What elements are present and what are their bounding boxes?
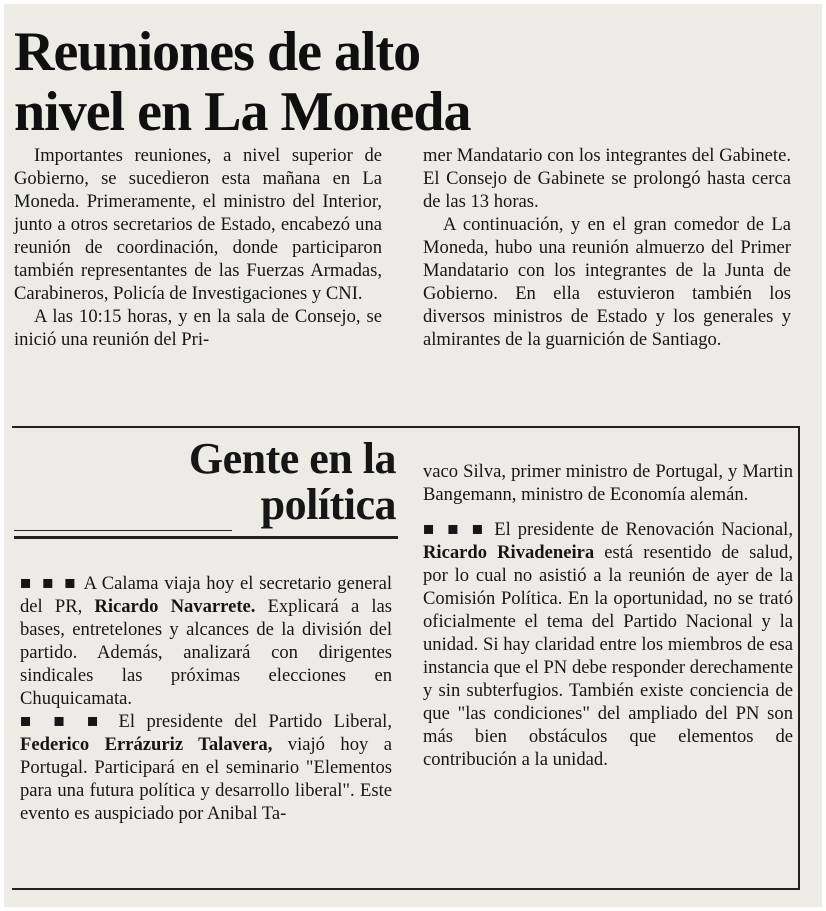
news-item-text: A Calama viaja hoy el secretario general del PR,: [20, 573, 392, 617]
bullet-icon: ■ ■ ■: [423, 519, 488, 540]
news-item-text: El presidente del Partido Liberal,: [118, 711, 392, 732]
bullet-icon: ■ ■ ■: [20, 711, 108, 732]
title-underline-thin: [14, 530, 232, 531]
news-item-text: está resentido de salud, por lo cual no asistió a la reunión de ayer de la Comisión Política. En la oportunidad, no se trató oficialmente el tema del Partido Nacional y la unidad. Si hay claridad entre los miembros de esa instancia que el PN debe responder derechamente y sin subterfugios. También existe conciencia de que "las condiciones" del ampliado del PN son más bien obstáculos que elementos de contribución a la unidad.: [423, 542, 793, 770]
section-title-line-2: política: [260, 480, 396, 529]
news-item-3: [423, 518, 793, 771]
article-column-2: [423, 144, 791, 351]
person-name: Ricardo Navarrete.: [94, 596, 256, 617]
person-name: Federico Errázuriz Talavera,: [20, 734, 273, 755]
news-item-2: [20, 710, 392, 825]
article-paragraph: A continuación, y en el gran comedor de La Moneda, hubo una reunión almuerzo del Primer Mandatario con los integrantes de la Junta de Gobierno. En ella estuvieron también los diversos ministros de Estado y los generales y almirantes de la guarnición de Santiago.: [423, 214, 791, 350]
article-column-1: [14, 144, 382, 351]
headline-line-2: nivel en La Moneda: [14, 81, 471, 143]
news-item-2-continued: vaco Silva, primer ministro de Portugal, y Martin Bangemann, ministro de Economía alemán.: [423, 461, 793, 505]
section-title: [14, 436, 396, 528]
headline-line-1: Reuniones de alto: [14, 21, 421, 83]
person-name: Ricardo Rivadeneira: [423, 542, 595, 563]
news-item-text: viajó hoy a Portugal. Participará en el seminario "Elementos para una futura política y desarrollo liberal". Este evento es auspiciado por Anibal Ta-: [20, 734, 392, 824]
section-column-2: [423, 460, 793, 771]
bottom-divider: [12, 888, 800, 890]
bullet-icon: ■ ■ ■: [20, 573, 79, 594]
article-paragraph: mer Mandatario con los integrantes del Gabinete. El Consejo de Gabinete se prolongó hasta cerca de las 13 horas.: [423, 145, 791, 212]
news-item-text: El presidente de Renovación Nacional,: [494, 519, 793, 540]
section-title-line-1: Gente en la: [188, 434, 396, 483]
article-paragraph: A las 10:15 horas, y en la sala de Consejo, se inició una reunión del Pri-: [14, 306, 382, 350]
headline: [14, 22, 814, 142]
news-item-1: [20, 572, 392, 710]
news-item-text: Explicará a las bases, entretelones y alcances de la división del partido. Además, analizará con dirigentes sindicales las próximas elecciones en Chuquicamata.: [20, 596, 392, 709]
title-underline: [14, 536, 398, 539]
article-paragraph: Importantes reuniones, a nivel superior de Gobierno, se sucedieron esta mañana en La Moneda. Primeramente, el ministro del Interior, junto a otros secretarios de Estado, encabezó una reunión de coordinación, donde participaron también representantes de las Fuerzas Armadas, Carabineros, Policía de Investigaciones y CNI.: [14, 145, 382, 304]
section-column-1: [20, 572, 392, 825]
